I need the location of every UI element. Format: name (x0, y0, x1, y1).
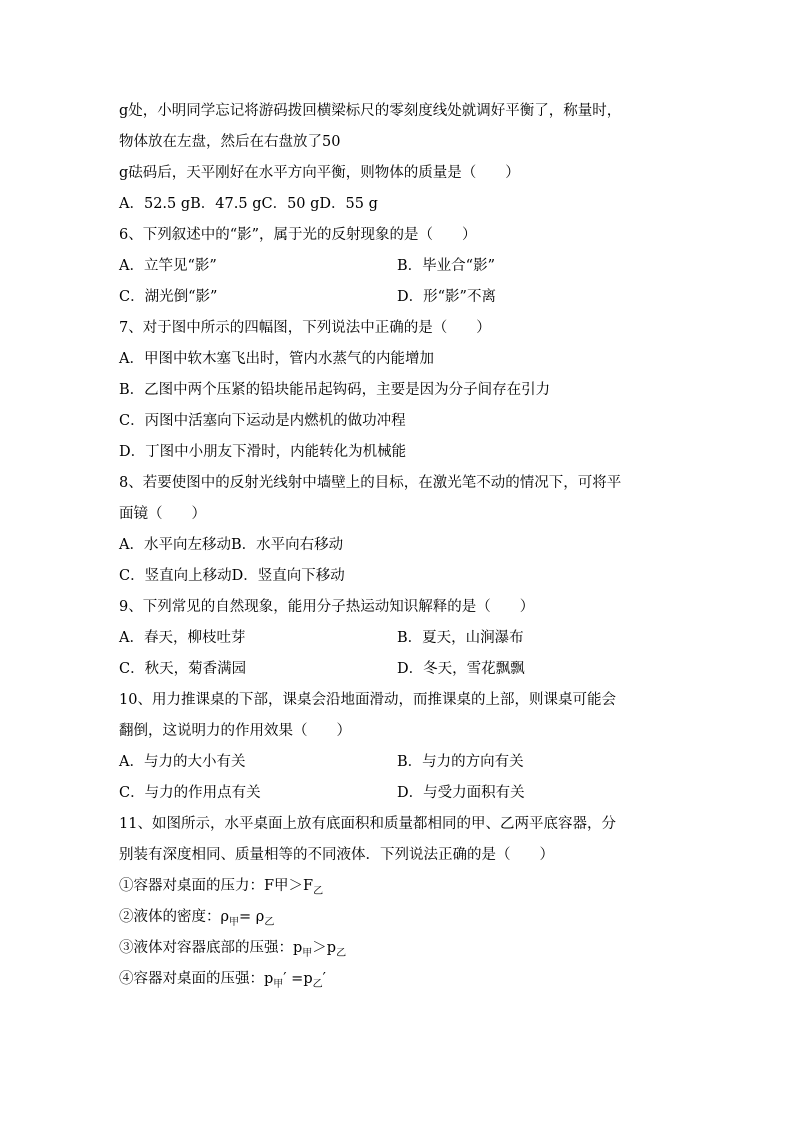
q11-s3-sub1: 甲 (302, 947, 313, 959)
q7-option-c: C．丙图中活塞向下运动是内燃机的做功冲程 (119, 413, 406, 429)
q11-s4-sub1: 甲 (273, 978, 284, 990)
q11-statement-3 (119, 933, 679, 964)
q6-option-c: C．湖光倒“影” (119, 289, 218, 305)
q10-option-b: B．与力的方向有关 (397, 754, 524, 770)
q11-s3-mid: ＞p (312, 940, 337, 956)
q11-s4-sub2: 乙 (312, 978, 323, 990)
q11-statement-4 (119, 964, 679, 995)
q10-option-c: C．与力的作用点有关 (119, 785, 261, 801)
q11-s4-text: ④容器对桌面的压强：p (119, 971, 274, 987)
q10-option-d: D．与受力面积有关 (397, 785, 525, 801)
q10-options-row1 (119, 747, 679, 778)
q10-options-row2 (119, 778, 679, 809)
q6-option-d: D．形“影”不离 (397, 289, 496, 305)
q10-stem-line2: 翻倒，这说明力的作用效果（ ） (119, 723, 351, 739)
q11-stem-line2: 别装有深度相同、质量相等的不同液体．下列说法正确的是（ ） (119, 847, 554, 863)
q8-options-cd: C．竖直向上移动D．竖直向下移动 (119, 568, 345, 584)
q5-stem-line1: g处，小明同学忘记将游码拨回横梁标尺的零刻度线处就调好平衡了，称量时， (119, 103, 622, 119)
q9-options-row2 (119, 654, 679, 685)
q9-option-d: D．冬天，雪花飘飘 (397, 661, 525, 677)
q11-stem-line1: 11、如图所示，水平桌面上放有底面积和质量都相同的甲、乙两平底容器，分 (119, 816, 616, 832)
q8-stem-line2: 面镜（ ） (119, 506, 206, 522)
q9-option-a: A．春天，柳枝吐芽 (119, 630, 246, 646)
q11-s4-mid: ′ =p (283, 971, 313, 987)
q7-stem: 7、对于图中所示的四幅图，下列说法中正确的是（ ） (119, 320, 491, 336)
q11-s2-text: ②液体的密度：ρ (119, 909, 230, 925)
q11-statement-2 (119, 902, 679, 933)
q11-s2-sub2: 乙 (264, 916, 275, 928)
q11-s4-end: ′ (322, 971, 326, 987)
q5-stem-line3: g砝码后，天平刚好在水平方向平衡，则物体的质量是（ ） (119, 165, 520, 181)
q11-s2-mid: = ρ (239, 909, 265, 925)
q10-option-a: A．与力的大小有关 (119, 754, 246, 770)
q5-options: A．52.5 gB．47.5 gC．50 gD．55 g (119, 196, 378, 212)
q11-s1-sub: 乙 (313, 885, 324, 897)
q6-options-row2 (119, 282, 679, 313)
q5-stem-line2: 物体放在左盘，然后在右盘放了50 (119, 134, 341, 150)
q6-option-b: B．毕业合“影” (397, 258, 495, 274)
q6-option-a: A．立竿见“影” (119, 258, 217, 274)
q11-s2-sub1: 甲 (229, 916, 240, 928)
q9-options-row1 (119, 623, 679, 654)
q7-option-d: D．丁图中小朋友下滑时，内能转化为机械能 (119, 444, 407, 460)
q8-stem-line1: 8、若要使图中的反射光线射中墙壁上的目标，在激光笔不动的情况下，可将平 (119, 475, 622, 491)
q10-stem-line1: 10、用力推课桌的下部，课桌会沿地面滑动，而推课桌的上部，则课桌可能会 (119, 692, 616, 708)
q9-option-c: C．秋天，菊香满园 (119, 661, 247, 677)
q11-statement-1 (119, 871, 679, 902)
q11-s1-text: ①容器对桌面的压力：F甲＞F (119, 878, 314, 894)
q9-stem: 9、下列常见的自然现象，能用分子热运动知识解释的是（ ） (119, 599, 535, 615)
q11-s3-sub2: 乙 (336, 947, 347, 959)
exam-page (119, 96, 679, 995)
q6-options-row1 (119, 251, 679, 282)
q6-stem: 6、下列叙述中的“影”，属于光的反射现象的是（ ） (119, 227, 477, 243)
q7-option-b: B．乙图中两个压紧的铅块能吊起钩码，主要是因为分子间存在引力 (119, 382, 551, 398)
q8-options-ab: A．水平向左移动B．水平向右移动 (119, 537, 344, 553)
q9-option-b: B．夏天，山涧瀑布 (397, 630, 524, 646)
q7-option-a: A．甲图中软木塞飞出时，管内水蒸气的内能增加 (119, 351, 434, 367)
q11-s3-text: ③液体对容器底部的压强：p (119, 940, 303, 956)
